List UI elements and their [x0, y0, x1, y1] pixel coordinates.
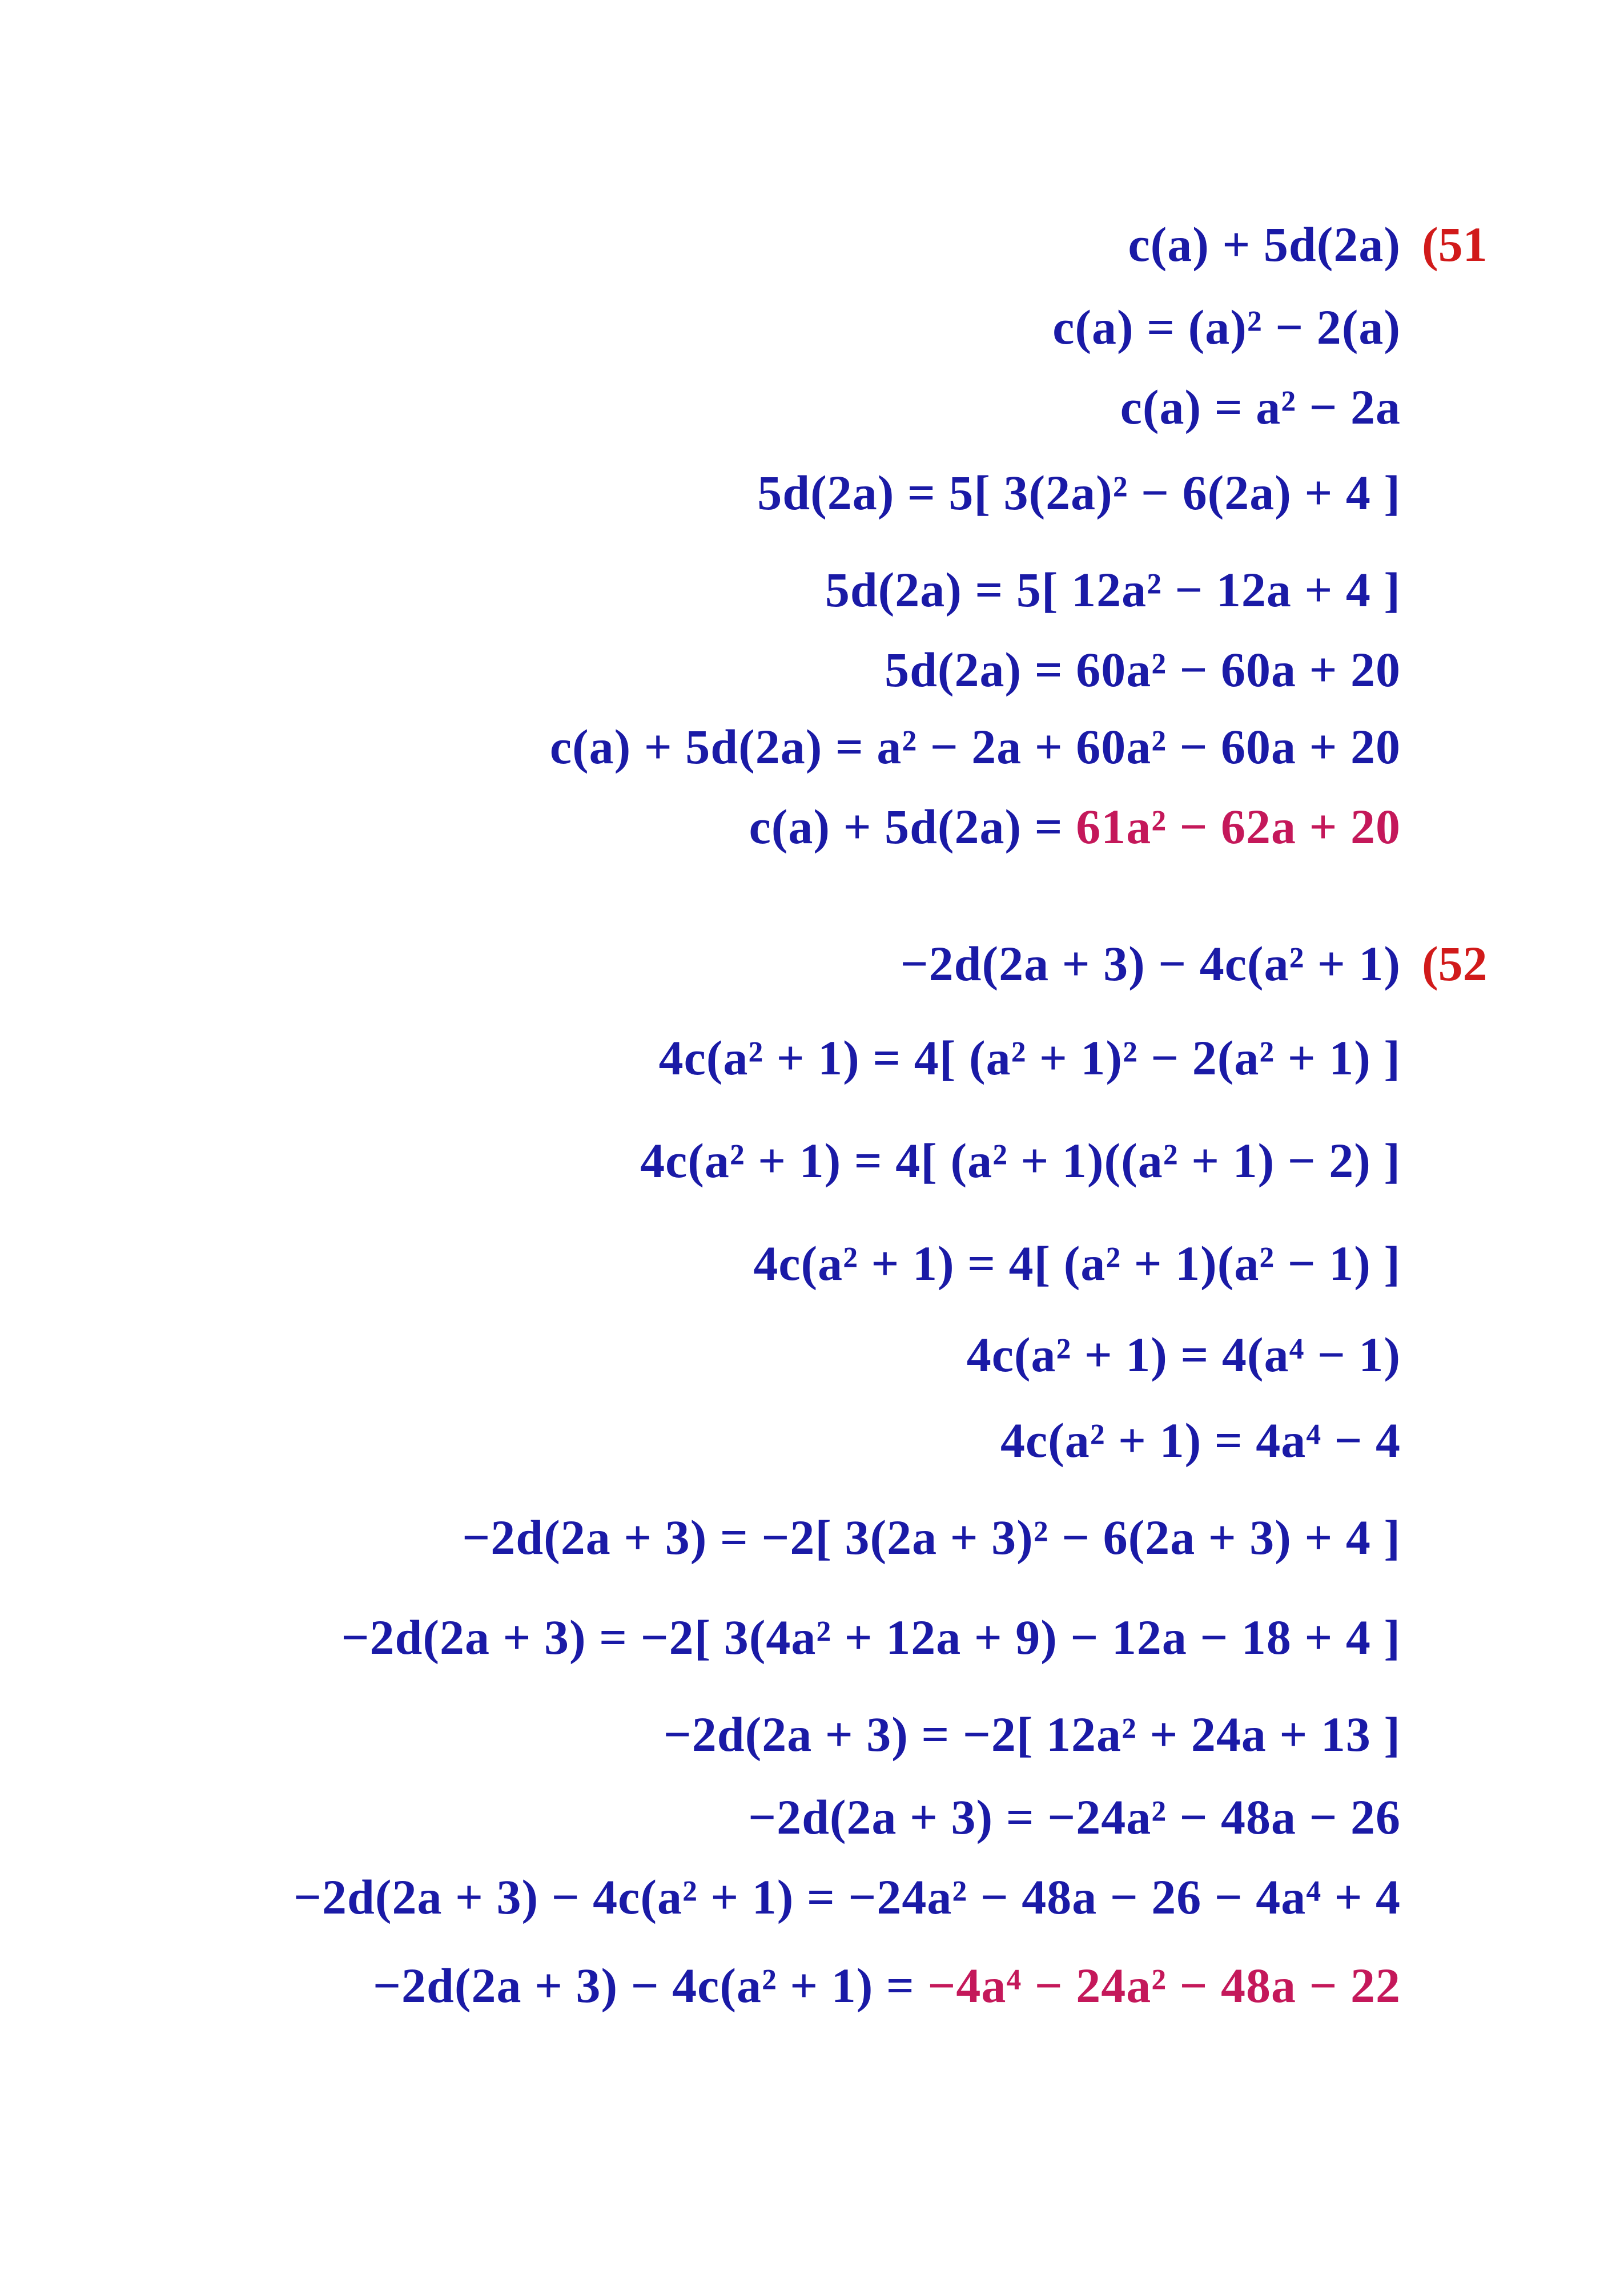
equation-line: 4c(a² + 1) = 4[ (a² + 1)(a² − 1) ] — [753, 1236, 1401, 1291]
equation-line-result: c(a) + 5d(2a) = 61a² − 62a + 20 — [749, 799, 1401, 854]
equation-line: −2d(2a + 3) = −24a² − 48a − 26 — [748, 1790, 1401, 1844]
problem-number: (51 — [1422, 217, 1488, 272]
equation-line: −2d(2a + 3) = −2[ 12a² + 24a + 13 ] — [663, 1707, 1401, 1762]
equation-line: −2d(2a + 3) = −2[ 3(2a + 3)² − 6(2a + 3) + 4 ] — [462, 1510, 1401, 1565]
equation-line: 4c(a² + 1) = 4(a⁴ − 1) — [966, 1327, 1401, 1382]
equation-line: 4c(a² + 1) = 4[ (a² + 1)² − 2(a² + 1) ] — [658, 1030, 1401, 1085]
equation-line: 4c(a² + 1) = 4a⁴ − 4 — [1000, 1413, 1401, 1468]
equation-line: −2d(2a + 3) − 4c(a² + 1) = −24a² − 48a − 26 − 4a⁴ + 4 — [294, 1870, 1401, 1924]
equation-line: c(a) = a² − 2a — [1120, 380, 1401, 434]
equation-line: −2d(2a + 3) − 4c(a² + 1) — [900, 936, 1401, 991]
equation-line: c(a) = (a)² − 2(a) — [1052, 300, 1401, 355]
equation-line: c(a) + 5d(2a) = a² − 2a + 60a² − 60a + 20 — [549, 719, 1401, 774]
equation-line: −2d(2a + 3) = −2[ 3(4a² + 12a + 9) − 12a − 18 + 4 ] — [341, 1610, 1401, 1665]
equation-line: c(a) + 5d(2a) — [1128, 217, 1401, 272]
problem-number: (52 — [1422, 936, 1488, 991]
equation-line: 5d(2a) = 60a² − 60a + 20 — [885, 642, 1401, 697]
equation-line: 4c(a² + 1) = 4[ (a² + 1)((a² + 1) − 2) ] — [640, 1133, 1401, 1188]
equation-line: 5d(2a) = 5[ 12a² − 12a + 4 ] — [825, 562, 1401, 617]
equation-line: 5d(2a) = 5[ 3(2a)² − 6(2a) + 4 ] — [757, 465, 1401, 520]
equation-line-result: −2d(2a + 3) − 4c(a² + 1) = −4a⁴ − 24a² − 48a − 22 — [373, 1958, 1401, 2013]
